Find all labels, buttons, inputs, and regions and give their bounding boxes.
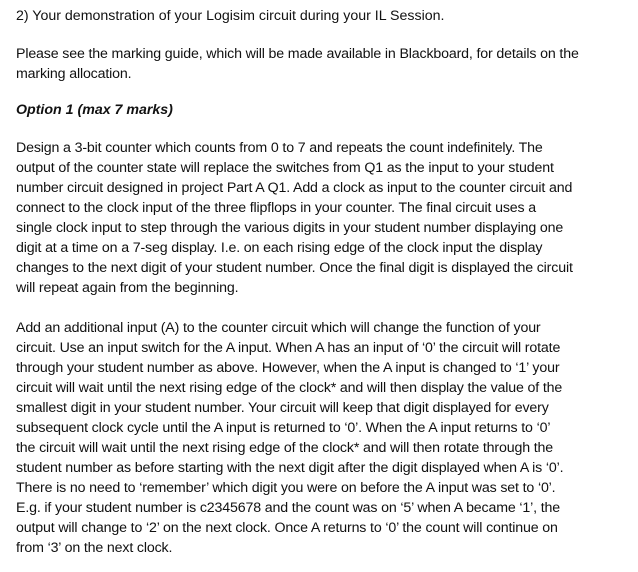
intro-paragraph <box>16 44 632 84</box>
paragraph-line: from ‘3’ on the next clock. <box>16 540 173 556</box>
paragraph-line: the circuit will wait until the next rising edge of the clock* and will then rotate through the <box>16 440 553 456</box>
paragraph-line: circuit will wait until the next rising edge of the clock* and will then display the value of the <box>16 380 563 396</box>
paragraph-line: student number as before starting with the next digit after the digit displayed when A is ‘0’. <box>16 460 564 476</box>
paragraph-line: There is no need to ‘remember’ which digit you were on before the A input was set to ‘0’. <box>16 480 556 496</box>
option-title: Option 1 (max 7 marks) <box>16 102 173 118</box>
intro-line: marking allocation. <box>16 66 132 82</box>
paragraph-line: connect to the clock input of the three flipflops in your counter. The final circuit uses a <box>16 200 536 216</box>
paragraph-line: output will change to ‘2’ on the next clock. Once A returns to ‘0’ the count will continue on <box>16 520 558 536</box>
paragraph-line: circuit. Use an input switch for the A input. When A has an input of ‘0’ the circuit will rotate <box>16 340 561 356</box>
paragraph-line: Design a 3-bit counter which counts from 0 to 7 and repeats the count indefinitely. The <box>16 140 543 156</box>
paragraph-line: subsequent clock cycle until the A input is returned to ‘0’. When the A input returns to ‘0’ <box>16 420 551 436</box>
paragraph-line: E.g. if your student number is c2345678 and the count was on ‘5’ when A became ‘1’, the <box>16 500 561 516</box>
paragraph-line: smallest digit in your student number. Your circuit will keep that digit displayed for every <box>16 400 549 416</box>
counter-design-paragraph <box>16 138 632 298</box>
paragraph-line: single clock input to step through the various digits in your student number displaying one <box>16 220 564 236</box>
additional-input-paragraph <box>16 318 632 558</box>
paragraph-line: Add an additional input (A) to the counter circuit which will change the function of your <box>16 320 541 336</box>
paragraph-line: output of the counter state will replace the switches from Q1 as the input to your student <box>16 160 554 176</box>
intro-line: Please see the marking guide, which will be made available in Blackboard, for details on the <box>16 46 579 62</box>
paragraph-line: through your student number as above. However, when the A input is changed to ‘1’ your <box>16 360 560 376</box>
section-heading: 2) Your demonstration of your Logisim circuit during your IL Session. <box>16 8 445 24</box>
paragraph-line: number circuit designed in project Part A Q1. Add a clock as input to the counter circuit and <box>16 180 573 196</box>
paragraph-line: will repeat again from the beginning. <box>16 280 239 296</box>
paragraph-line: changes to the next digit of your student number. Once the final digit is displayed the circuit <box>16 260 573 276</box>
paragraph-line: digit at a time on a 7-seg display. I.e. on each rising edge of the clock input the display <box>16 240 543 256</box>
document-page <box>16 6 632 558</box>
